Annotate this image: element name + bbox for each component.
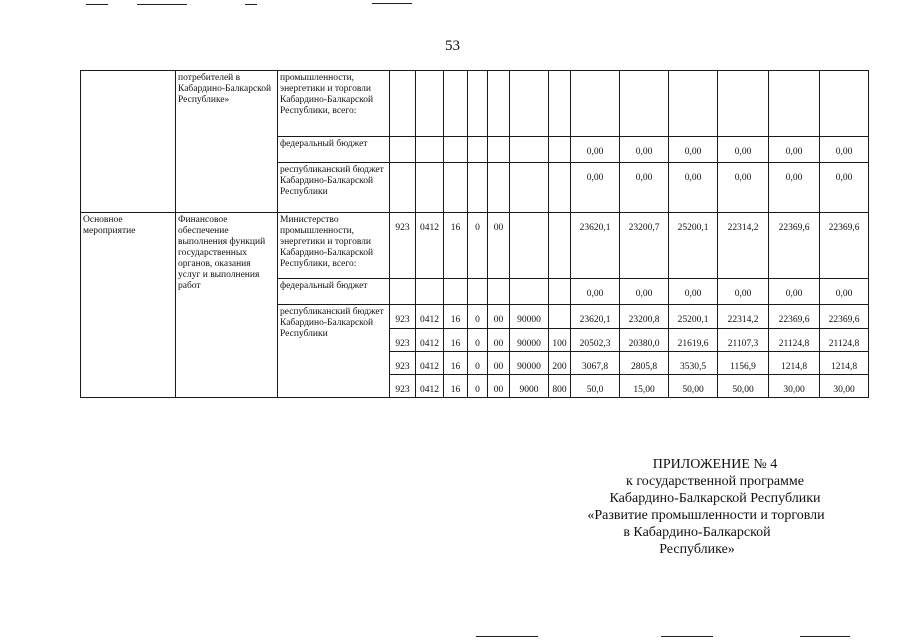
value-cell: 0,00 (620, 279, 669, 305)
value-cell: 23620,1 (571, 213, 620, 279)
code-cell: 90000 (510, 329, 549, 352)
code-cell (468, 279, 488, 305)
value-cell (718, 71, 769, 137)
code-cell: 800 (549, 375, 571, 398)
value-cell (669, 71, 718, 137)
code-cell: 923 (390, 305, 416, 329)
code-cell: 00 (488, 329, 510, 352)
code-cell: 923 (390, 213, 416, 279)
appendix-line: «Развитие промышленности и торговли (587, 508, 825, 523)
value-cell (820, 71, 869, 137)
code-cell (549, 305, 571, 329)
value-cell: 0,00 (571, 279, 620, 305)
value-cell: 50,00 (669, 375, 718, 398)
value-cell: 1156,9 (718, 352, 769, 375)
code-cell: 9000 (510, 375, 549, 398)
code-cell (488, 279, 510, 305)
budget-table (80, 70, 869, 398)
activity-name-cell: Финансовое обеспечение выполнения функций государственных органов, оказания услуг и выполнения работ (176, 213, 278, 398)
code-cell (444, 163, 468, 213)
code-cell: 923 (390, 352, 416, 375)
value-cell: 0,00 (820, 163, 869, 213)
code-cell: 16 (444, 375, 468, 398)
code-cell (390, 137, 416, 163)
code-cell: 16 (444, 213, 468, 279)
value-cell: 0,00 (669, 279, 718, 305)
code-cell (390, 163, 416, 213)
value-cell: 1214,8 (769, 352, 820, 375)
code-cell: 100 (549, 329, 571, 352)
code-cell: 0412 (416, 329, 444, 352)
value-cell: 22369,6 (820, 213, 869, 279)
budget-table-body (81, 71, 869, 398)
code-cell (488, 71, 510, 137)
code-cell (416, 279, 444, 305)
appendix-line: Республике» (659, 542, 735, 557)
code-cell (510, 71, 549, 137)
code-cell: 0 (468, 352, 488, 375)
value-cell: 25200,1 (669, 305, 718, 329)
value-cell: 20502,3 (571, 329, 620, 352)
code-cell: 0412 (416, 352, 444, 375)
value-cell: 0,00 (620, 163, 669, 213)
code-cell (510, 137, 549, 163)
value-cell: 1214,8 (820, 352, 869, 375)
code-cell: 0412 (416, 375, 444, 398)
value-cell: 15,00 (620, 375, 669, 398)
code-cell (488, 137, 510, 163)
code-cell: 0 (468, 375, 488, 398)
code-cell: 00 (488, 352, 510, 375)
code-cell (468, 163, 488, 213)
code-cell (468, 137, 488, 163)
appendix-header (560, 456, 870, 558)
code-cell: 923 (390, 375, 416, 398)
value-cell: 21124,8 (820, 329, 869, 352)
code-cell: 200 (549, 352, 571, 375)
code-cell: 90000 (510, 305, 549, 329)
source-cell: федеральный бюджет (278, 279, 390, 305)
value-cell: 0,00 (820, 279, 869, 305)
code-cell (416, 137, 444, 163)
code-cell (549, 137, 571, 163)
code-cell: 16 (444, 329, 468, 352)
source-cell: федеральный бюджет (278, 137, 390, 163)
source-cell: республиканский бюджет Кабардино-Балкарской Республики (278, 305, 390, 398)
value-cell: 0,00 (571, 163, 620, 213)
value-cell: 21619,6 (669, 329, 718, 352)
value-cell: 22369,6 (769, 213, 820, 279)
value-cell: 3067,8 (571, 352, 620, 375)
value-cell: 22314,2 (718, 305, 769, 329)
value-cell: 25200,1 (669, 213, 718, 279)
code-cell (444, 279, 468, 305)
status-cell: Основное мероприятие (81, 213, 176, 398)
value-cell (769, 71, 820, 137)
code-cell (510, 163, 549, 213)
value-cell: 50,0 (571, 375, 620, 398)
source-cell: Министерство промышленности, энергетики и торговли Кабардино-Балкарской Республики, всего: (278, 213, 390, 279)
code-cell (510, 279, 549, 305)
value-cell: 50,00 (718, 375, 769, 398)
value-cell: 0,00 (669, 163, 718, 213)
value-cell: 30,00 (769, 375, 820, 398)
code-cell: 0 (468, 305, 488, 329)
value-cell (620, 71, 669, 137)
code-cell (488, 163, 510, 213)
source-cell: республиканский бюджет Кабардино-Балкарской Республики (278, 163, 390, 213)
value-cell: 2805,8 (620, 352, 669, 375)
value-cell: 23200,8 (620, 305, 669, 329)
code-cell (549, 71, 571, 137)
code-cell (549, 213, 571, 279)
code-cell (444, 137, 468, 163)
status-cell (81, 71, 176, 213)
code-cell (510, 213, 549, 279)
value-cell: 30,00 (820, 375, 869, 398)
code-cell (390, 71, 416, 137)
code-cell: 00 (488, 213, 510, 279)
value-cell: 0,00 (718, 163, 769, 213)
code-cell: 16 (444, 352, 468, 375)
goal-cell: потребителей в Кабардино-Балкарской Республике» (176, 71, 278, 213)
value-cell: 0,00 (718, 279, 769, 305)
table-row (81, 213, 869, 279)
code-cell: 00 (488, 375, 510, 398)
appendix-title: ПРИЛОЖЕНИЕ № 4 (652, 457, 778, 472)
code-cell: 0 (468, 213, 488, 279)
value-cell: 0,00 (769, 163, 820, 213)
page-number: 53 (445, 38, 460, 54)
value-cell: 23620,1 (571, 305, 620, 329)
value-cell: 21107,3 (718, 329, 769, 352)
value-cell: 0,00 (769, 279, 820, 305)
code-cell: 0412 (416, 213, 444, 279)
code-cell: 0 (468, 329, 488, 352)
code-cell (468, 71, 488, 137)
code-cell: 90000 (510, 352, 549, 375)
value-cell: 22314,2 (718, 213, 769, 279)
value-cell: 0,00 (718, 137, 769, 163)
code-cell (416, 163, 444, 213)
value-cell: 0,00 (820, 137, 869, 163)
value-cell: 22369,6 (820, 305, 869, 329)
code-cell: 923 (390, 329, 416, 352)
table-row (81, 71, 869, 137)
value-cell: 22369,6 (769, 305, 820, 329)
value-cell: 0,00 (620, 137, 669, 163)
value-cell: 0,00 (669, 137, 718, 163)
code-cell (444, 71, 468, 137)
code-cell: 00 (488, 305, 510, 329)
value-cell (571, 71, 620, 137)
value-cell: 0,00 (769, 137, 820, 163)
code-cell (549, 279, 571, 305)
value-cell: 23200,7 (620, 213, 669, 279)
value-cell: 20380,0 (620, 329, 669, 352)
source-cell: промышленности, энергетики и торговли Кабардино-Балкарской Республики, всего: (278, 71, 390, 137)
value-cell: 0,00 (571, 137, 620, 163)
value-cell: 21124,8 (769, 329, 820, 352)
appendix-line: Кабардино-Балкарской Республики (609, 491, 821, 506)
code-cell (416, 71, 444, 137)
code-cell: 16 (444, 305, 468, 329)
value-cell: 3530,5 (669, 352, 718, 375)
code-cell: 0412 (416, 305, 444, 329)
appendix-line: к государственной программе (626, 474, 804, 489)
appendix-line: в Кабардино-Балкарской (623, 525, 771, 540)
code-cell (549, 163, 571, 213)
code-cell (390, 279, 416, 305)
